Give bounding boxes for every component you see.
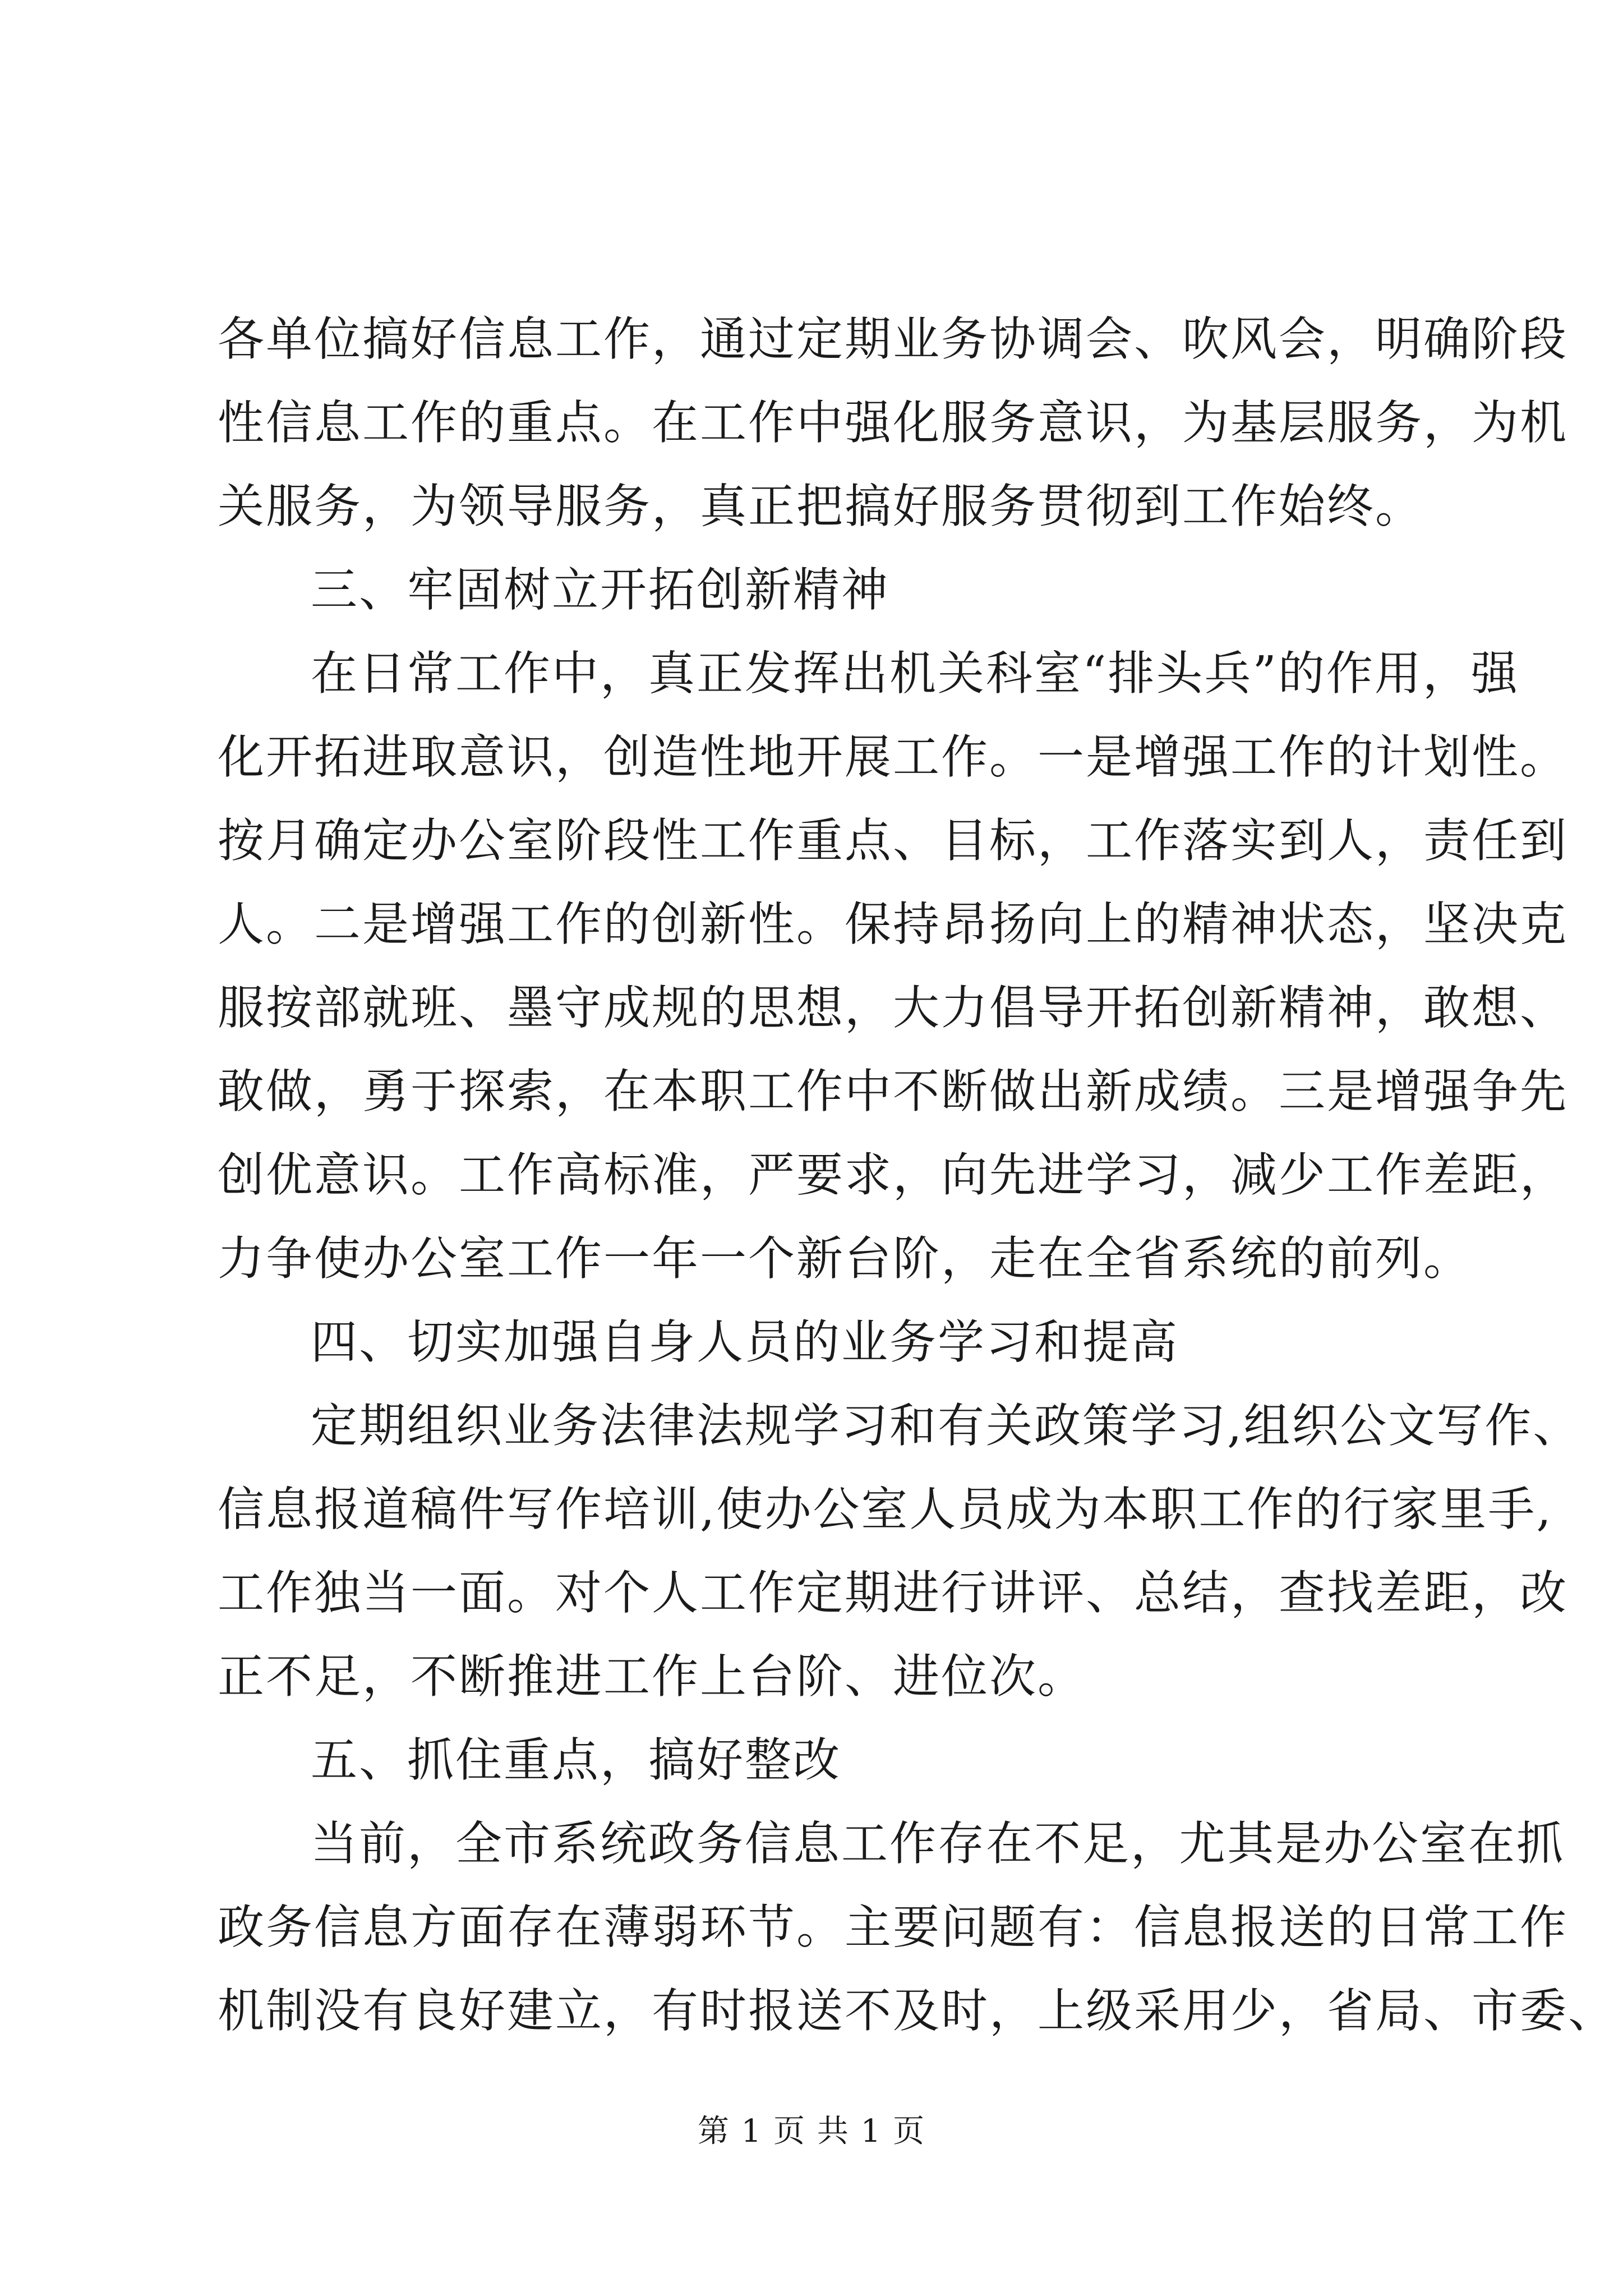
- page-number-footer: 第 1 页 共 1 页: [697, 2113, 926, 2150]
- text-line: 关服务，为领导服务，真正把搞好服务贯彻到工作始终。: [218, 479, 1423, 533]
- section-heading: 五、抓住重点，搞好整改: [311, 1733, 841, 1787]
- text-line: 敢做，勇于探索，在本职工作中不断做出新成绩。三是增强争先: [218, 1064, 1568, 1119]
- text-line: 服按部就班、墨守成规的思想，大力倡导开拓创新精神，敢想、: [218, 981, 1568, 1035]
- text-line: 力争使办公室工作一年一个新台阶，走在全省系统的前列。: [218, 1231, 1472, 1286]
- text-line: 当前，全市系统政务信息工作存在不足，尤其是办公室在抓: [311, 1816, 1565, 1871]
- text-line: 在日常工作中，真正发挥出机关科室“排头兵”的作用，强: [311, 646, 1519, 701]
- text-line: 按月确定办公室阶段性工作重点、目标，工作落实到人，责任到: [218, 813, 1568, 868]
- text-line: 政务信息方面存在薄弱环节。主要问题有：信息报送的日常工作: [218, 1900, 1568, 1954]
- text-line: 性信息工作的重点。在工作中强化服务意识，为基层服务，为机: [218, 395, 1568, 450]
- text-line: 人。二是增强工作的创新性。保持昂扬向上的精神状态，坚决克: [218, 897, 1568, 951]
- section-heading: 四、切实加强自身人员的业务学习和提高: [311, 1315, 1179, 1369]
- text-line: 信息报道稿件写作培训,使办公室人员成为本职工作的行家里手,: [218, 1482, 1553, 1536]
- document-body: [218, 297, 1616, 2053]
- text-line: 正不足，不断推进工作上台阶、进位次。: [218, 1649, 1086, 1704]
- section-heading: 三、牢固树立开拓创新精神: [311, 563, 889, 617]
- text-line: 机制没有良好建立，有时报送不及时，上级采用少，省局、市委、: [218, 1984, 1616, 2038]
- text-line: 创优意识。工作高标准，严要求，向先进学习，减少工作差距，: [218, 1148, 1568, 1202]
- text-line: 化开拓进取意识，创造性地开展工作。一是增强工作的计划性。: [218, 730, 1568, 784]
- text-line: 各单位搞好信息工作，通过定期业务协调会、吹风会，明确阶段: [218, 312, 1568, 366]
- text-line: 定期组织业务法律法规学习和有关政策学习,组织公文写作、: [311, 1398, 1581, 1453]
- text-line: 工作独当一面。对个人工作定期进行讲评、总结，查找差距，改: [218, 1566, 1568, 1620]
